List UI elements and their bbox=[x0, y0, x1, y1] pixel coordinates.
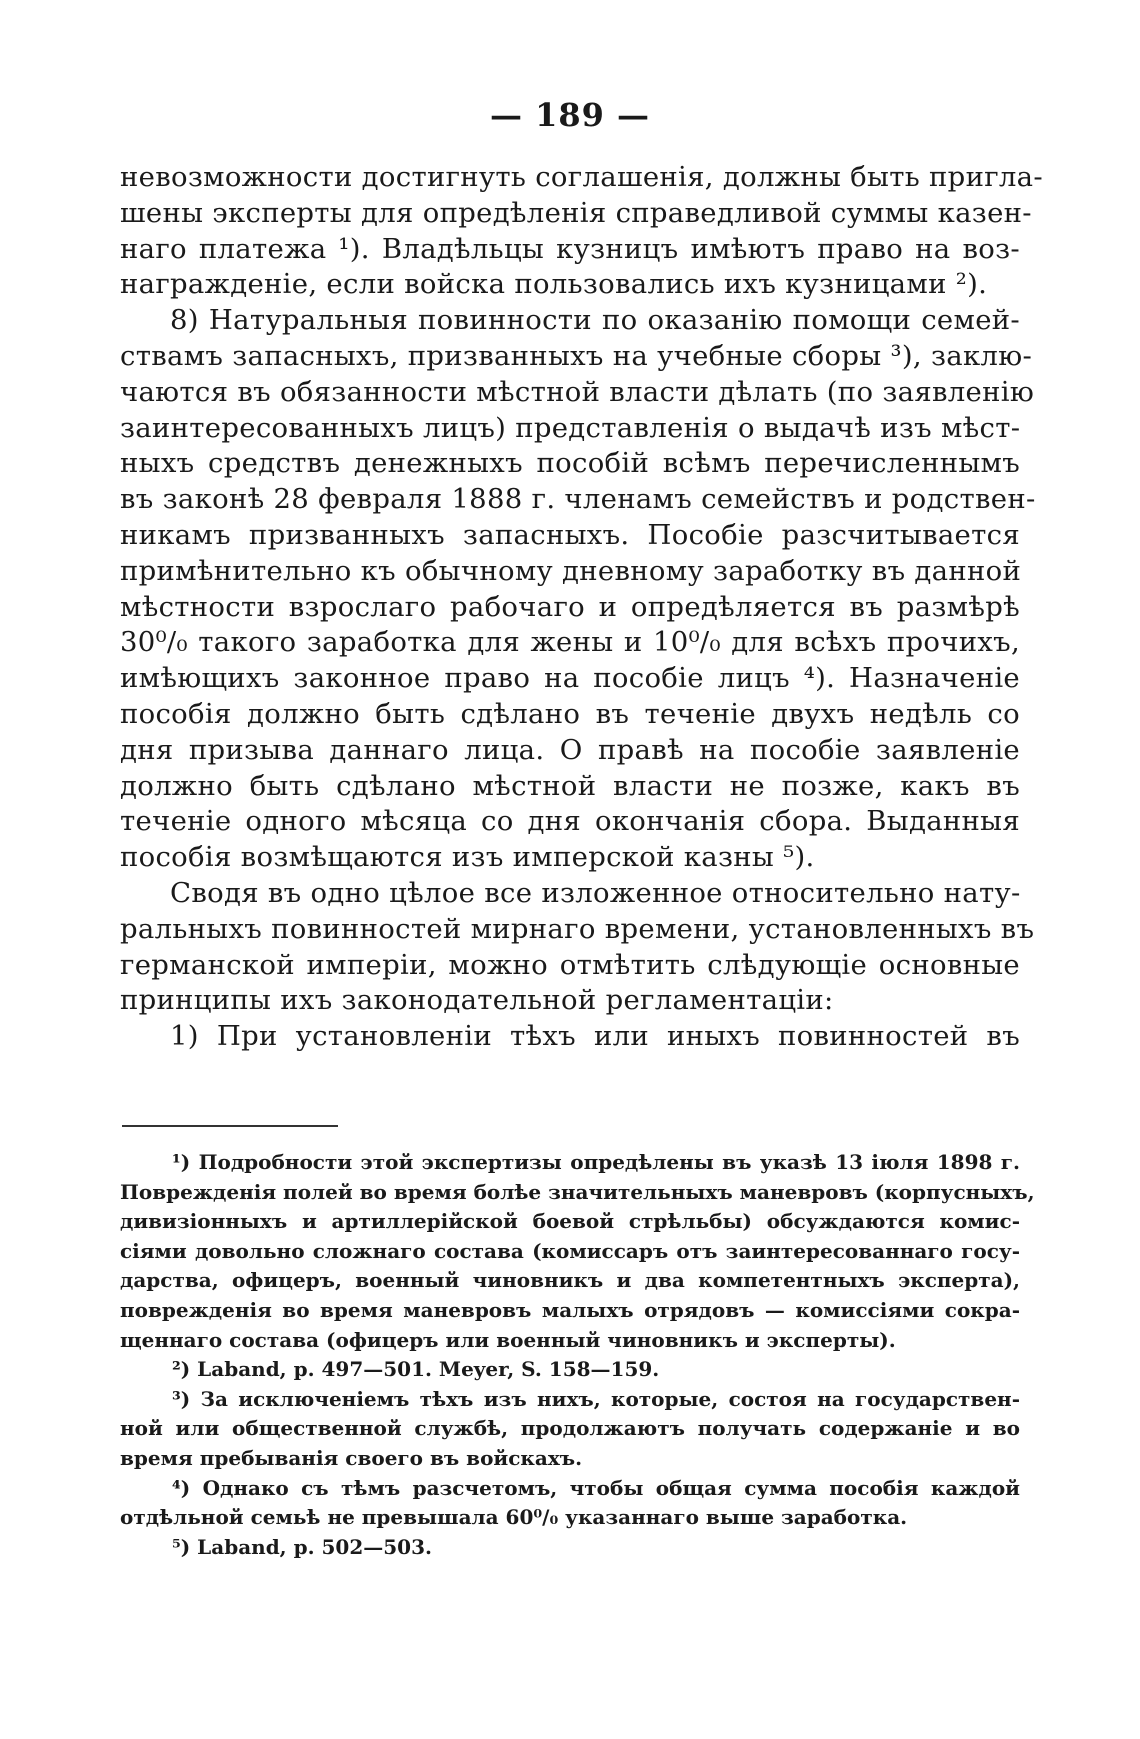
text-line: въ законѣ 28 февраля 1888 г. членамъ семействъ и родствен- bbox=[120, 483, 1036, 516]
text-line: 1) При установленіи тѣхъ или иныхъ повинностей въ bbox=[170, 1020, 1020, 1053]
text-line: теченіе одного мѣсяца со дня окончанія сбора. Выданныя bbox=[120, 805, 1020, 838]
footnote-line: сіями довольно сложнаго состава (комиссаръ отъ заинтересованнаго госу- bbox=[120, 1238, 1020, 1263]
footnote-line: отдѣльной семьѣ не превышала 60⁰/₀ указаннаго выше заработка. bbox=[120, 1505, 908, 1530]
footnotes bbox=[120, 1148, 1035, 1562]
text-line: мѣстности взрослаго рабочаго и опредѣляется въ размѣрѣ bbox=[120, 590, 1020, 623]
text-line: ральныхъ повинностей мирнаго времени, установленныхъ въ bbox=[120, 912, 1035, 945]
footnote-line: дарства, офицеръ, военный чиновникъ и два компетентныхъ эксперта), bbox=[120, 1268, 1020, 1293]
page-number: — 189 — bbox=[489, 96, 651, 134]
text-line: Сводя въ одно цѣлое все изложенное относительно нату- bbox=[170, 876, 1021, 909]
footnote-line: ²) Laband, p. 497—501. Meyer, S. 158—159. bbox=[172, 1357, 660, 1382]
text-line: шены эксперты для опредѣленія справедливой суммы казен- bbox=[120, 196, 1032, 229]
footnote-line: ¹) Подробности этой экспертизы опредѣлены въ указѣ 13 іюля 1898 г. bbox=[172, 1150, 1020, 1174]
text-line: имѣющихъ законное право на пособіе лицъ ⁴). Назначеніе bbox=[120, 662, 1020, 695]
text-line: 8) Натуральныя повинности по оказанію помощи семей- bbox=[170, 304, 1020, 337]
footnote-line: щеннаго состава (офицеръ или военный чиновникъ и эксперты). bbox=[120, 1327, 896, 1352]
footnote-line: ³) За исключеніемъ тѣхъ изъ нихъ, которые, состоя на государствен- bbox=[172, 1386, 1020, 1411]
footnote-line: Поврежденія полей во время болѣе значительныхъ маневровъ (корпусныхъ, bbox=[120, 1179, 1035, 1204]
text-line: принципы ихъ законодательной регламентаціи: bbox=[120, 984, 834, 1017]
body-text bbox=[120, 160, 1043, 1055]
text-line: пособія должно быть сдѣлано въ теченіе двухъ недѣль со bbox=[120, 697, 1020, 730]
text-line: дня призыва даннаго лица. О правѣ на пособіе заявленіе bbox=[120, 733, 1020, 766]
footnote-4 bbox=[120, 1474, 1020, 1533]
text-line: чаются въ обязанности мѣстной власти дѣлать (по заявленію bbox=[120, 375, 1035, 408]
paragraph bbox=[120, 876, 1035, 1019]
text-line: пособія возмѣщаются изъ имперской казны ⁵). bbox=[120, 841, 815, 874]
footnote-divider bbox=[122, 1125, 338, 1127]
text-line: 30⁰/₀ такого заработка для жены и 10⁰/₀ для всѣхъ прочихъ, bbox=[120, 626, 1020, 659]
text-line: германской имперіи, можно отмѣтить слѣдующіе основные bbox=[120, 948, 1020, 981]
footnote-1 bbox=[120, 1148, 1035, 1355]
paragraph bbox=[120, 160, 1043, 303]
text-line: примѣнительно къ обычному дневному заработку въ данной bbox=[120, 554, 1022, 587]
text-line: награжденіе, если войска пользовались ихъ кузницами ²). bbox=[120, 268, 988, 301]
footnote-line: ⁴) Однако съ тѣмъ разсчетомъ, чтобы общая сумма пособія каждой bbox=[172, 1475, 1020, 1500]
footnote-3 bbox=[120, 1385, 1020, 1474]
footnote-line: поврежденія во время маневровъ малыхъ отрядовъ — комиссіями сокра- bbox=[120, 1297, 1020, 1322]
footnote-line: время пребыванія своего въ войскахъ. bbox=[120, 1445, 583, 1470]
text-line: ствамъ запасныхъ, призванныхъ на учебные сборы ³), заклю- bbox=[120, 339, 1033, 372]
text-line: заинтересованныхъ лицъ) представленія о выдачѣ изъ мѣст- bbox=[120, 411, 1021, 444]
text-line: ныхъ средствъ денежныхъ пособій всѣмъ перечисленнымъ bbox=[120, 447, 1020, 480]
text-line: никамъ призванныхъ запасныхъ. Пособіе разсчитывается bbox=[120, 518, 1020, 551]
text-line: должно быть сдѣлано мѣстной власти не позже, какъ въ bbox=[120, 769, 1020, 802]
paragraph bbox=[120, 1019, 1020, 1055]
footnote-2 bbox=[120, 1355, 1020, 1385]
text-line: наго платежа ¹). Владѣльцы кузницъ имѣютъ право на воз- bbox=[120, 232, 1020, 265]
text-line: невозможности достигнуть соглашенія, должны быть пригла- bbox=[120, 161, 1043, 193]
paragraph bbox=[120, 303, 1036, 876]
footnote-line: ⁵) Laband, p. 502—503. bbox=[172, 1534, 432, 1559]
footnote-5 bbox=[120, 1533, 1020, 1563]
footnote-line: ной или общественной службѣ, продолжаютъ получать содержаніе и во bbox=[120, 1416, 1020, 1441]
footnote-line: дивизіонныхъ и артиллерійской боевой стрѣльбы) обсуждаются комис- bbox=[120, 1209, 1020, 1234]
